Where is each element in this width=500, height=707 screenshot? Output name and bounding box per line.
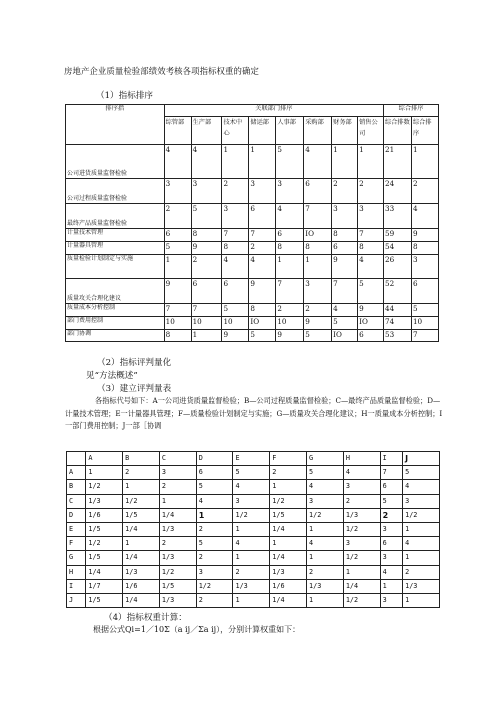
- rank-value-cell: 2: [222, 179, 249, 204]
- matrix-header-cell: B: [123, 452, 160, 466]
- matrix-row-label: G: [67, 551, 86, 565]
- rank-value-cell: 21: [384, 145, 412, 179]
- matrix-cell: 1/4: [270, 593, 307, 607]
- matrix-header-cell: A: [86, 452, 123, 466]
- rank-value-cell: 4: [222, 255, 249, 279]
- rank-row: [66, 317, 439, 330]
- matrix-cell: 1: [307, 551, 344, 565]
- matrix-row-label: B: [67, 480, 86, 494]
- matrix-header-cell: H: [343, 452, 380, 466]
- matrix-row-label: H: [67, 565, 86, 579]
- matrix-header-cell: [67, 452, 86, 466]
- matrix-cell: 1/7: [86, 579, 123, 593]
- rank-value-cell: 5: [411, 304, 438, 317]
- rank-value-cell: 1: [222, 145, 249, 179]
- matrix-row-label: J: [67, 593, 86, 607]
- rank-value-cell: 7: [411, 330, 438, 342]
- rank-value-cell: 9: [358, 304, 384, 317]
- rank-value-cell: IO: [249, 317, 276, 330]
- rank-value-cell: 1: [164, 255, 191, 279]
- matrix-row-label: A: [67, 466, 86, 480]
- matrix-cell: 1: [123, 480, 160, 494]
- matrix-cell: 1/6: [86, 508, 123, 522]
- rank-value-cell: 52: [384, 279, 412, 304]
- matrix-cell: 3: [343, 537, 380, 551]
- rank-value-cell: 9: [249, 279, 276, 304]
- rank-value-cell: 54: [384, 242, 412, 255]
- rank-value-cell: 2: [332, 179, 358, 204]
- matrix-cell: 1: [270, 480, 307, 494]
- matrix-cell: 1/2: [86, 537, 123, 551]
- matrix-cell: 2: [380, 508, 403, 522]
- rank-value-cell: 5: [358, 279, 384, 304]
- rank-value-cell: 8: [332, 229, 358, 242]
- rank-value-cell: 4: [249, 255, 276, 279]
- rank-value-cell: 4: [304, 145, 332, 179]
- matrix-cell: 2: [159, 537, 196, 551]
- rank-value-cell: 8: [411, 242, 438, 255]
- matrix-cell: 1/4: [270, 551, 307, 565]
- matrix-row: [67, 494, 440, 508]
- rank-value-cell: 8: [164, 330, 191, 342]
- rank-value-cell: 6: [358, 330, 384, 342]
- matrix-cell: 1/4: [343, 579, 380, 593]
- rank-value-cell: 5: [164, 242, 191, 255]
- rank-value-cell: 6: [332, 242, 358, 255]
- rank-row: [66, 204, 439, 229]
- matrix-row: [67, 565, 440, 579]
- matrix-cell: 4: [196, 494, 233, 508]
- related-dept-header: 关联部门排序: [164, 105, 383, 117]
- indicator-label: 质量成本分析控制: [66, 304, 165, 317]
- sub-header-cell: 采购部: [304, 117, 332, 145]
- matrix-cell: 1/3: [159, 593, 196, 607]
- rank-value-cell: 5: [191, 204, 222, 229]
- matrix-row: [67, 508, 440, 522]
- rank-value-cell: 5: [332, 317, 358, 330]
- rank-value-cell: 1: [304, 255, 332, 279]
- matrix-cell: 1/2: [403, 508, 440, 522]
- rank-value-cell: 1: [249, 145, 276, 179]
- rank-value-cell: 2: [249, 242, 276, 255]
- rank-value-cell: 9: [411, 229, 438, 242]
- rank-value-cell: 6: [164, 229, 191, 242]
- rank-value-cell: 2: [164, 204, 191, 229]
- matrix-cell: 5: [196, 480, 233, 494]
- matrix-header-cell: C: [159, 452, 196, 466]
- rank-value-cell: 9: [191, 242, 222, 255]
- rank-value-cell: 7: [222, 229, 249, 242]
- rank-value-cell: 3: [332, 204, 358, 229]
- matrix-cell: 1: [343, 565, 380, 579]
- matrix-cell: 1/4: [270, 522, 307, 536]
- matrix-cell: 1: [233, 551, 270, 565]
- sub-header-cell: 储运部: [249, 117, 276, 145]
- rank-value-cell: 3: [222, 204, 249, 229]
- rank-value-cell: 7: [332, 279, 358, 304]
- matrix-cell: 2: [270, 466, 307, 480]
- rank-value-cell: 2: [411, 179, 438, 204]
- matrix-cell: 3: [159, 466, 196, 480]
- sub-header-cell: 综合排数: [384, 117, 412, 145]
- matrix-cell: 1/5: [86, 522, 123, 536]
- indicator-label: 部门费用控制: [66, 317, 165, 330]
- rank-value-cell: IO: [304, 229, 332, 242]
- rank-value-cell: 6: [304, 179, 332, 204]
- matrix-row: [67, 579, 440, 593]
- rank-row: [66, 242, 439, 255]
- matrix-cell: 5: [403, 466, 440, 480]
- matrix-cell: 2: [307, 565, 344, 579]
- sub-header-cell: 技术中心: [222, 117, 249, 145]
- rank-value-cell: 7: [191, 304, 222, 317]
- rank-value-cell: 4: [411, 204, 438, 229]
- matrix-row: [67, 466, 440, 480]
- ranking-table: [65, 104, 439, 342]
- matrix-cell: 1: [196, 508, 233, 522]
- matrix-cell: 1/2: [196, 579, 233, 593]
- section-1-heading: （1）指标排序: [96, 91, 154, 101]
- rank-value-cell: 3: [249, 179, 276, 204]
- matrix-cell: 1/3: [159, 522, 196, 536]
- rank-value-cell: 59: [384, 229, 412, 242]
- matrix-cell: 2: [343, 494, 380, 508]
- matrix-cell: 2: [196, 551, 233, 565]
- matrix-cell: 1: [86, 466, 123, 480]
- rank-row: [66, 145, 439, 179]
- matrix-cell: 3: [233, 494, 270, 508]
- rank-value-cell: 7: [304, 204, 332, 229]
- rank-value-cell: 5: [222, 304, 249, 317]
- rank-value-cell: 1: [276, 255, 304, 279]
- rank-value-cell: 2: [304, 304, 332, 317]
- section-4-heading: （4）指标权重计算：: [104, 613, 187, 623]
- rank-value-cell: IO: [358, 317, 384, 330]
- matrix-cell: 4: [307, 537, 344, 551]
- matrix-cell: 1/5: [123, 508, 160, 522]
- matrix-header-cell: G: [307, 452, 344, 466]
- rank-value-cell: 10: [222, 317, 249, 330]
- matrix-cell: 1/3: [159, 551, 196, 565]
- rank-value-cell: 8: [222, 242, 249, 255]
- rank-value-cell: 9: [222, 330, 249, 342]
- rank-value-cell: 1: [411, 145, 438, 179]
- matrix-cell: 1/5: [159, 579, 196, 593]
- rank-value-cell: 2: [191, 255, 222, 279]
- sub-header-cell: 综管部: [164, 117, 191, 145]
- rank-value-cell: 6: [222, 279, 249, 304]
- matrix-cell: 6: [380, 480, 403, 494]
- rank-value-cell: 1: [191, 330, 222, 342]
- rank-value-cell: 10: [276, 317, 304, 330]
- matrix-row-label: F: [67, 537, 86, 551]
- indicator-label: 质量攻关合理化建议: [66, 279, 165, 304]
- matrix-cell: 2: [196, 593, 233, 607]
- rank-value-cell: 4: [164, 145, 191, 179]
- rank-value-cell: 9: [164, 279, 191, 304]
- matrix-cell: 2: [403, 565, 440, 579]
- matrix-header-cell: D: [196, 452, 233, 466]
- rank-value-cell: 9: [276, 330, 304, 342]
- rank-value-cell: 7: [358, 229, 384, 242]
- rank-row: [66, 330, 439, 342]
- matrix-cell: 1/4: [123, 522, 160, 536]
- document-title: 房地产企业质量检验部绩效考核各项指标权重的确定: [64, 66, 259, 76]
- matrix-cell: 1/2: [307, 508, 344, 522]
- matrix-row-label: D: [67, 508, 86, 522]
- matrix-cell: 4: [403, 537, 440, 551]
- matrix-cell: 5: [196, 537, 233, 551]
- matrix-cell: 1/4: [123, 551, 160, 565]
- indicator-label: 公司过程质量监督检验: [66, 179, 165, 204]
- section-3-heading: （3）建立评判量表: [97, 384, 172, 394]
- matrix-cell: 5: [233, 466, 270, 480]
- matrix-cell: 1: [403, 522, 440, 536]
- matrix-cell: 7: [380, 466, 403, 480]
- matrix-cell: 6: [196, 466, 233, 480]
- matrix-cell: 1/3: [307, 579, 344, 593]
- matrix-cell: 5: [380, 494, 403, 508]
- rank-value-cell: 3: [358, 204, 384, 229]
- indicator-label: 部门协调: [66, 330, 165, 342]
- indicator-label: 公司进货质量监督检验: [66, 145, 165, 179]
- matrix-cell: 3: [403, 494, 440, 508]
- sub-header-cell: 生产部: [191, 117, 222, 145]
- matrix-row: [67, 593, 440, 607]
- rank-value-cell: 10: [411, 317, 438, 330]
- matrix-cell: 1/3: [123, 565, 160, 579]
- rank-value-cell: 7: [249, 229, 276, 242]
- matrix-header-cell: F: [270, 452, 307, 466]
- rank-value-cell: 3: [191, 179, 222, 204]
- rank-value-cell: 53: [384, 330, 412, 342]
- rank-value-cell: 10: [164, 317, 191, 330]
- matrix-cell: 1: [403, 593, 440, 607]
- matrix-cell: 4: [403, 480, 440, 494]
- rank-value-cell: 2: [358, 179, 384, 204]
- rank-value-cell: 8: [304, 242, 332, 255]
- matrix-cell: 1/3: [233, 579, 270, 593]
- matrix-row-label: E: [67, 522, 86, 536]
- rank-value-cell: IO: [332, 330, 358, 342]
- rank-value-cell: 10: [191, 317, 222, 330]
- rank-value-cell: 7: [164, 304, 191, 317]
- matrix-header-cell: E: [233, 452, 270, 466]
- rank-value-cell: 3: [304, 279, 332, 304]
- rank-value-cell: 4: [358, 255, 384, 279]
- rank-value-cell: 3: [164, 179, 191, 204]
- rank-value-cell: 26: [384, 255, 412, 279]
- rank-value-cell: 3: [411, 255, 438, 279]
- matrix-cell: 1/3: [86, 494, 123, 508]
- rank-value-cell: 5: [249, 330, 276, 342]
- matrix-cell: 1/6: [123, 579, 160, 593]
- matrix-cell: 4: [343, 466, 380, 480]
- sub-header-cell: 人事部: [276, 117, 304, 145]
- comparison-matrix: [66, 451, 440, 608]
- matrix-cell: 2: [159, 480, 196, 494]
- matrix-cell: 1: [123, 537, 160, 551]
- rank-value-cell: 6: [411, 279, 438, 304]
- matrix-header-row: [67, 452, 440, 466]
- matrix-cell: 1/3: [403, 579, 440, 593]
- rank-value-cell: 74: [384, 317, 412, 330]
- matrix-row: [67, 522, 440, 536]
- rank-value-cell: 9: [332, 255, 358, 279]
- indicator-label: 质量检验计划制定与实施: [66, 255, 165, 279]
- matrix-cell: 1/2: [343, 593, 380, 607]
- matrix-cell: 2: [233, 565, 270, 579]
- corner-header: 排序指: [66, 105, 165, 145]
- matrix-header-cell: I: [380, 452, 403, 466]
- rank-row: [66, 304, 439, 317]
- matrix-cell: 1/4: [123, 593, 160, 607]
- sub-header-cell: 综合排序: [411, 117, 438, 145]
- matrix-cell: 3: [380, 522, 403, 536]
- matrix-cell: 1/2: [123, 494, 160, 508]
- matrix-cell: 3: [307, 494, 344, 508]
- matrix-cell: 1/2: [233, 508, 270, 522]
- matrix-cell: 1: [233, 522, 270, 536]
- matrix-cell: 1/2: [343, 551, 380, 565]
- matrix-cell: 6: [380, 537, 403, 551]
- matrix-cell: 1/2: [270, 494, 307, 508]
- matrix-cell: 1/5: [270, 508, 307, 522]
- rank-value-cell: 5: [276, 145, 304, 179]
- matrix-cell: 1: [380, 579, 403, 593]
- rank-value-cell: 44: [384, 304, 412, 317]
- matrix-cell: 1/5: [86, 551, 123, 565]
- matrix-cell: 1: [307, 522, 344, 536]
- rank-value-cell: 6: [276, 229, 304, 242]
- matrix-cell: 1: [403, 551, 440, 565]
- matrix-cell: 1/6: [270, 579, 307, 593]
- matrix-row: [67, 480, 440, 494]
- rank-value-cell: 8: [358, 242, 384, 255]
- matrix-cell: 2: [196, 522, 233, 536]
- rank-row: [66, 229, 439, 242]
- sub-header-cell: 财务部: [332, 117, 358, 145]
- rank-row: [66, 179, 439, 204]
- formula-line: 根据公式Qi=1／10Σ（a ij／Σa ij），分别计算权重如下：: [93, 625, 301, 634]
- matrix-cell: 4: [307, 480, 344, 494]
- rank-value-cell: 6: [249, 204, 276, 229]
- indicator-label: 计量器具管理: [66, 242, 165, 255]
- matrix-cell: 3: [380, 551, 403, 565]
- matrix-cell: 2: [123, 466, 160, 480]
- matrix-row: [67, 537, 440, 551]
- indicator-label: 计量技术管理: [66, 229, 165, 242]
- matrix-cell: 4: [380, 565, 403, 579]
- rank-value-cell: 8: [249, 304, 276, 317]
- rank-value-cell: 24: [384, 179, 412, 204]
- matrix-row: [67, 551, 440, 565]
- matrix-cell: 1: [233, 593, 270, 607]
- matrix-cell: 1/2: [159, 565, 196, 579]
- matrix-row-label: I: [67, 579, 86, 593]
- code-definitions-paragraph: 各指标代号如下：A一公司进货质量监督检验；B—公司过程质量监督检验；C—最终产品质量监督检验；D—计量技术管理；E一计量器具管理；F—质量检验计划制定与实施；G—质量攻关合理化建议；H一质量成本分析控制；I一部门费用控制；J一部［协调: [65, 396, 443, 430]
- indicator-label: 最终产品质量监督检验: [66, 204, 165, 229]
- rank-value-cell: 5: [304, 330, 332, 342]
- rank-row: [66, 279, 439, 304]
- method-reference: 见“方法概述”: [86, 371, 138, 381]
- rank-value-cell: 1: [332, 145, 358, 179]
- overall-rank-header: 综合排序: [384, 105, 439, 117]
- rank-row: [66, 255, 439, 279]
- matrix-cell: 3: [196, 565, 233, 579]
- matrix-cell: 5: [307, 466, 344, 480]
- rank-value-cell: 6: [191, 279, 222, 304]
- matrix-cell: 3: [343, 480, 380, 494]
- rank-value-cell: 8: [191, 229, 222, 242]
- matrix-cell: 1/4: [159, 508, 196, 522]
- matrix-cell: 4: [233, 537, 270, 551]
- rank-value-cell: 33: [384, 204, 412, 229]
- matrix-cell: 1/3: [343, 508, 380, 522]
- matrix-cell: 1/5: [86, 593, 123, 607]
- matrix-cell: 1/4: [86, 565, 123, 579]
- matrix-cell: 4: [233, 480, 270, 494]
- rank-value-cell: 7: [276, 279, 304, 304]
- matrix-cell: 3: [380, 593, 403, 607]
- matrix-cell: 1/2: [343, 522, 380, 536]
- matrix-cell: 1/3: [270, 565, 307, 579]
- rank-value-cell: 1: [358, 145, 384, 179]
- rank-value-cell: 4: [276, 204, 304, 229]
- rank-value-cell: 3: [276, 179, 304, 204]
- matrix-cell: 1/2: [86, 480, 123, 494]
- sub-header-cell: 销售公司: [358, 117, 384, 145]
- matrix-cell: 1: [270, 537, 307, 551]
- rank-value-cell: 2: [276, 304, 304, 317]
- rank-value-cell: 4: [191, 145, 222, 179]
- matrix-cell: 1: [307, 593, 344, 607]
- rank-value-cell: 4: [332, 304, 358, 317]
- matrix-cell: 1: [159, 494, 196, 508]
- rank-value-cell: 9: [304, 317, 332, 330]
- matrix-row-label: C: [67, 494, 86, 508]
- matrix-header-cell: J: [403, 452, 440, 466]
- rank-value-cell: 8: [276, 242, 304, 255]
- section-2-heading: （2）指标评判量化: [97, 358, 172, 368]
